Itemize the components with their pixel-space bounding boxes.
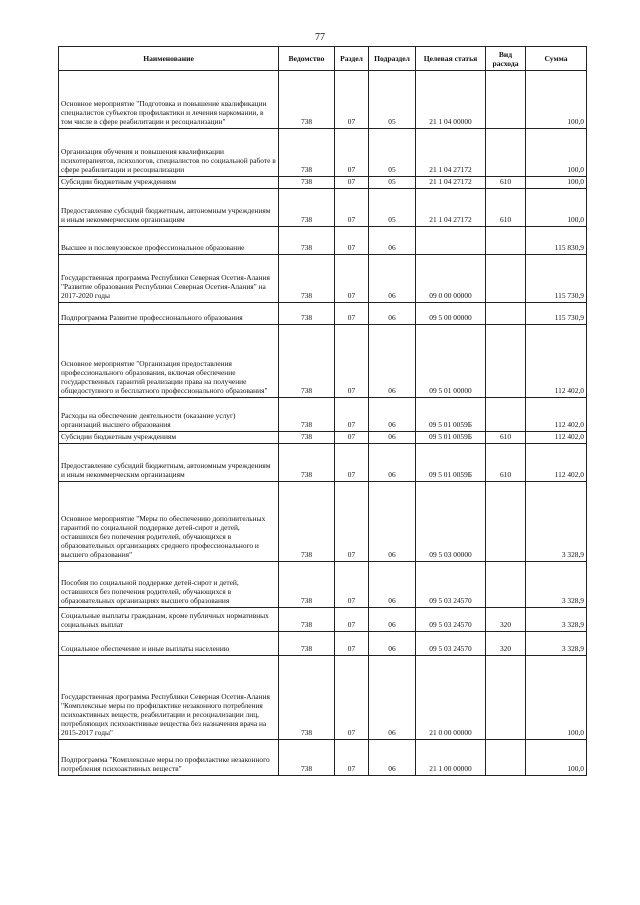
row-sum: 100,0 — [526, 656, 587, 740]
row-podrazdel: 06 — [369, 562, 416, 608]
row-razdel: 07 — [335, 444, 369, 482]
row-sum: 100,0 — [526, 189, 587, 227]
row-name: Высшее и послевузовское профессиональное образование — [59, 227, 279, 255]
row-sum: 112 402,0 — [526, 398, 587, 432]
row-target: 21 1 04 27172 — [416, 177, 486, 189]
row-razdel: 07 — [335, 177, 369, 189]
row-podrazdel: 06 — [369, 608, 416, 632]
row-vedomstvo: 738 — [279, 482, 335, 562]
row-target: 09 5 01 0059Б — [416, 444, 486, 482]
row-sum: 100,0 — [526, 740, 587, 776]
row-target: 21 1 00 00000 — [416, 740, 486, 776]
row-podrazdel: 06 — [369, 444, 416, 482]
row-name: Государственная программа Республики Северная Осетия-Алания "Развитие образования Республики Северная Осетия-Алания" на 2017-2020 годы — [59, 255, 279, 303]
row-podrazdel: 06 — [369, 255, 416, 303]
row-sum: 100,0 — [526, 129, 587, 177]
row-name: Субсидии бюджетным учреждениям — [59, 432, 279, 444]
row-vedomstvo: 738 — [279, 562, 335, 608]
row-vid: 610 — [486, 189, 526, 227]
row-name: Государственная программа Республики Северная Осетия-Алания "Комплексные меры по профилактике незаконного потребления психоактивных веществ, реабилитации и ресоциализации лиц, потребляющих психоактивные вещества без назначения врача на 2015-2017 годы" — [59, 656, 279, 740]
header-vid: Вид расхода — [486, 47, 526, 71]
table-row — [59, 444, 587, 482]
row-name: Подпрограмма Развитие профессионального образования — [59, 303, 279, 325]
row-vid — [486, 227, 526, 255]
table-row — [59, 325, 587, 398]
row-vedomstvo: 738 — [279, 740, 335, 776]
table-row — [59, 562, 587, 608]
table-row — [59, 71, 587, 129]
row-vid — [486, 71, 526, 129]
row-vid — [486, 398, 526, 432]
table-row — [59, 398, 587, 432]
row-razdel: 07 — [335, 740, 369, 776]
row-razdel: 07 — [335, 632, 369, 656]
row-name: Пособия по социальной поддержке детей-сирот и детей, оставшихся без попечения родителей, обучающихся в образовательных организациях высшего образования — [59, 562, 279, 608]
row-target: 21 1 04 27172 — [416, 129, 486, 177]
row-name: Основное мероприятие "Подготовка и повышение квалификации специалистов субъектов профилактики и лечения наркомании, в том числе в сфере реабилитации и ресоциализации" — [59, 71, 279, 129]
row-razdel: 07 — [335, 432, 369, 444]
table-row — [59, 177, 587, 189]
row-target: 09 5 03 24570 — [416, 608, 486, 632]
header-razdel: Раздел — [335, 47, 369, 71]
row-vedomstvo: 738 — [279, 255, 335, 303]
row-sum: 3 328,9 — [526, 562, 587, 608]
table-body — [59, 71, 587, 776]
row-razdel: 07 — [335, 482, 369, 562]
row-podrazdel: 05 — [369, 71, 416, 129]
row-razdel: 07 — [335, 325, 369, 398]
header-sum: Сумма — [526, 47, 587, 71]
row-name: Субсидии бюджетным учреждениям — [59, 177, 279, 189]
budget-table — [58, 46, 587, 776]
row-sum: 3 328,9 — [526, 632, 587, 656]
row-vedomstvo: 738 — [279, 444, 335, 482]
table-row — [59, 227, 587, 255]
row-vedomstvo: 738 — [279, 177, 335, 189]
row-target — [416, 227, 486, 255]
row-vedomstvo: 738 — [279, 432, 335, 444]
row-podrazdel: 06 — [369, 632, 416, 656]
row-vid: 610 — [486, 177, 526, 189]
row-sum: 3 328,9 — [526, 608, 587, 632]
row-vid — [486, 482, 526, 562]
row-vedomstvo: 738 — [279, 227, 335, 255]
row-sum: 112 402,0 — [526, 432, 587, 444]
row-vid — [486, 255, 526, 303]
row-vid — [486, 740, 526, 776]
row-vid — [486, 562, 526, 608]
header-vedomstvo: Ведомство — [279, 47, 335, 71]
row-sum: 115 830,9 — [526, 227, 587, 255]
row-razdel: 07 — [335, 303, 369, 325]
row-vedomstvo: 738 — [279, 398, 335, 432]
row-name: Основное мероприятие "Организация предоставления профессионального образования, включая обеспечение государственных гарантий реализации права на получение общедоступного и бесплатного профессионального образования" — [59, 325, 279, 398]
row-vedomstvo: 738 — [279, 608, 335, 632]
row-vedomstvo: 738 — [279, 189, 335, 227]
table-row — [59, 189, 587, 227]
row-vid: 610 — [486, 432, 526, 444]
table-row — [59, 740, 587, 776]
row-podrazdel: 05 — [369, 189, 416, 227]
row-razdel: 07 — [335, 189, 369, 227]
page-number: 77 — [315, 32, 325, 43]
table-row — [59, 656, 587, 740]
row-podrazdel: 06 — [369, 432, 416, 444]
row-vedomstvo: 738 — [279, 325, 335, 398]
table-row — [59, 632, 587, 656]
row-target: 09 5 01 0059Б — [416, 432, 486, 444]
row-podrazdel: 06 — [369, 325, 416, 398]
row-podrazdel: 06 — [369, 656, 416, 740]
row-vid: 320 — [486, 632, 526, 656]
table-row — [59, 482, 587, 562]
row-podrazdel: 06 — [369, 303, 416, 325]
row-podrazdel: 06 — [369, 482, 416, 562]
row-sum: 112 402,0 — [526, 444, 587, 482]
row-target: 09 5 03 24570 — [416, 632, 486, 656]
row-podrazdel: 06 — [369, 398, 416, 432]
row-target: 21 1 04 00000 — [416, 71, 486, 129]
row-sum: 100,0 — [526, 177, 587, 189]
row-name: Организация обучения и повышения квалификации психотерапевтов, психологов, специалистов по социальной работе в сфере реабилитации и ресоциализации — [59, 129, 279, 177]
row-name: Подпрограмма "Комплексные меры по профилактике незаконного потребления психоактивных веществ" — [59, 740, 279, 776]
row-target: 09 5 01 00000 — [416, 325, 486, 398]
row-podrazdel: 06 — [369, 227, 416, 255]
row-sum: 115 730,9 — [526, 255, 587, 303]
row-vid — [486, 129, 526, 177]
row-podrazdel: 06 — [369, 740, 416, 776]
row-target: 09 5 03 00000 — [416, 482, 486, 562]
row-name: Предоставление субсидий бюджетным, автономным учреждениям и иным некоммерческим организациям — [59, 189, 279, 227]
row-vid — [486, 303, 526, 325]
row-vedomstvo: 738 — [279, 71, 335, 129]
row-razdel: 07 — [335, 656, 369, 740]
row-vedomstvo: 738 — [279, 129, 335, 177]
row-razdel: 07 — [335, 129, 369, 177]
row-vedomstvo: 738 — [279, 632, 335, 656]
row-razdel: 07 — [335, 255, 369, 303]
row-razdel: 07 — [335, 227, 369, 255]
row-name: Основное мероприятие "Меры по обеспечению дополнительных гарантий по социальной поддержке детей-сирот и детей, оставшихся без попечения родителей, обучающихся в образовательных организациях среднего профессионального и высшего образования" — [59, 482, 279, 562]
row-vid — [486, 656, 526, 740]
table-row — [59, 432, 587, 444]
row-razdel: 07 — [335, 562, 369, 608]
row-name: Социальные выплаты гражданам, кроме публичных нормативных социальных выплат — [59, 608, 279, 632]
table-row — [59, 608, 587, 632]
header-target: Целевая статья — [416, 47, 486, 71]
row-vid: 320 — [486, 608, 526, 632]
row-target: 09 0 00 00000 — [416, 255, 486, 303]
row-target: 09 5 03 24570 — [416, 562, 486, 608]
row-name: Социальное обеспечение и иные выплаты населению — [59, 632, 279, 656]
header-name: Наименование — [59, 47, 279, 71]
row-vedomstvo: 738 — [279, 656, 335, 740]
row-razdel: 07 — [335, 71, 369, 129]
row-sum: 115 730,9 — [526, 303, 587, 325]
row-vid — [486, 325, 526, 398]
row-podrazdel: 05 — [369, 177, 416, 189]
table-row — [59, 255, 587, 303]
row-vid: 610 — [486, 444, 526, 482]
row-target: 21 0 00 00000 — [416, 656, 486, 740]
row-razdel: 07 — [335, 398, 369, 432]
row-name: Расходы на обеспечение деятельности (оказание услуг) организаций высшего образования — [59, 398, 279, 432]
header-podrazdel: Подраздел — [369, 47, 416, 71]
row-podrazdel: 05 — [369, 129, 416, 177]
row-target: 09 5 01 0059Б — [416, 398, 486, 432]
row-sum: 112 402,0 — [526, 325, 587, 398]
row-target: 21 1 04 27172 — [416, 189, 486, 227]
row-razdel: 07 — [335, 608, 369, 632]
row-sum: 3 328,9 — [526, 482, 587, 562]
row-name: Предоставление субсидий бюджетным, автономным учреждениям и иным некоммерческим организациям — [59, 444, 279, 482]
row-vedomstvo: 738 — [279, 303, 335, 325]
table-row — [59, 129, 587, 177]
row-target: 09 5 00 00000 — [416, 303, 486, 325]
row-sum: 100,0 — [526, 71, 587, 129]
table-header — [59, 47, 587, 71]
table-row — [59, 303, 587, 325]
